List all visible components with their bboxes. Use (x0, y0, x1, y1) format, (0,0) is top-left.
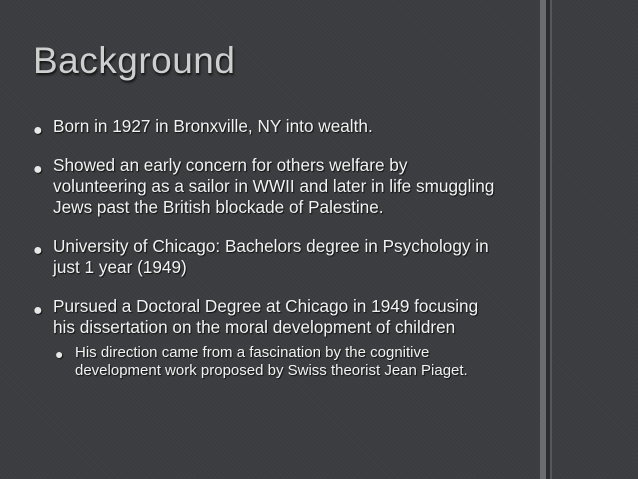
bullet-icon: ● (33, 122, 43, 139)
bullet-item (33, 155, 503, 218)
bullet-text: Showed an early concern for others welfare by volunteering as a sailor in WWII and later in life smuggling Jews past the British blockade of Palestine. (53, 155, 495, 217)
bullet-item (33, 116, 503, 137)
bullet-icon: ● (33, 302, 43, 319)
bullet-list (33, 116, 503, 379)
bullet-text: University of Chicago: Bachelors degree in Psychology in just 1 year (1949) (53, 236, 489, 277)
bullet-text: Born in 1927 in Bronxville, NY into wealth. (53, 116, 373, 136)
bullet-item (33, 236, 503, 278)
bullet-icon: ● (33, 161, 43, 178)
sub-bullet-text: His direction came from a fascination by the cognitive development work proposed by Swiss theorist Jean Piaget. (75, 344, 468, 379)
bullet-item (33, 296, 503, 338)
decorative-rail-edge (550, 0, 552, 479)
slide-title: Background (33, 40, 236, 81)
bullet-text: Pursued a Doctoral Degree at Chicago in 1949 focusing his dissertation on the moral development of children (53, 296, 479, 337)
sub-bullet-item (55, 344, 503, 379)
bullet-icon: ● (33, 242, 43, 259)
sub-bullet-icon: ● (55, 346, 64, 362)
